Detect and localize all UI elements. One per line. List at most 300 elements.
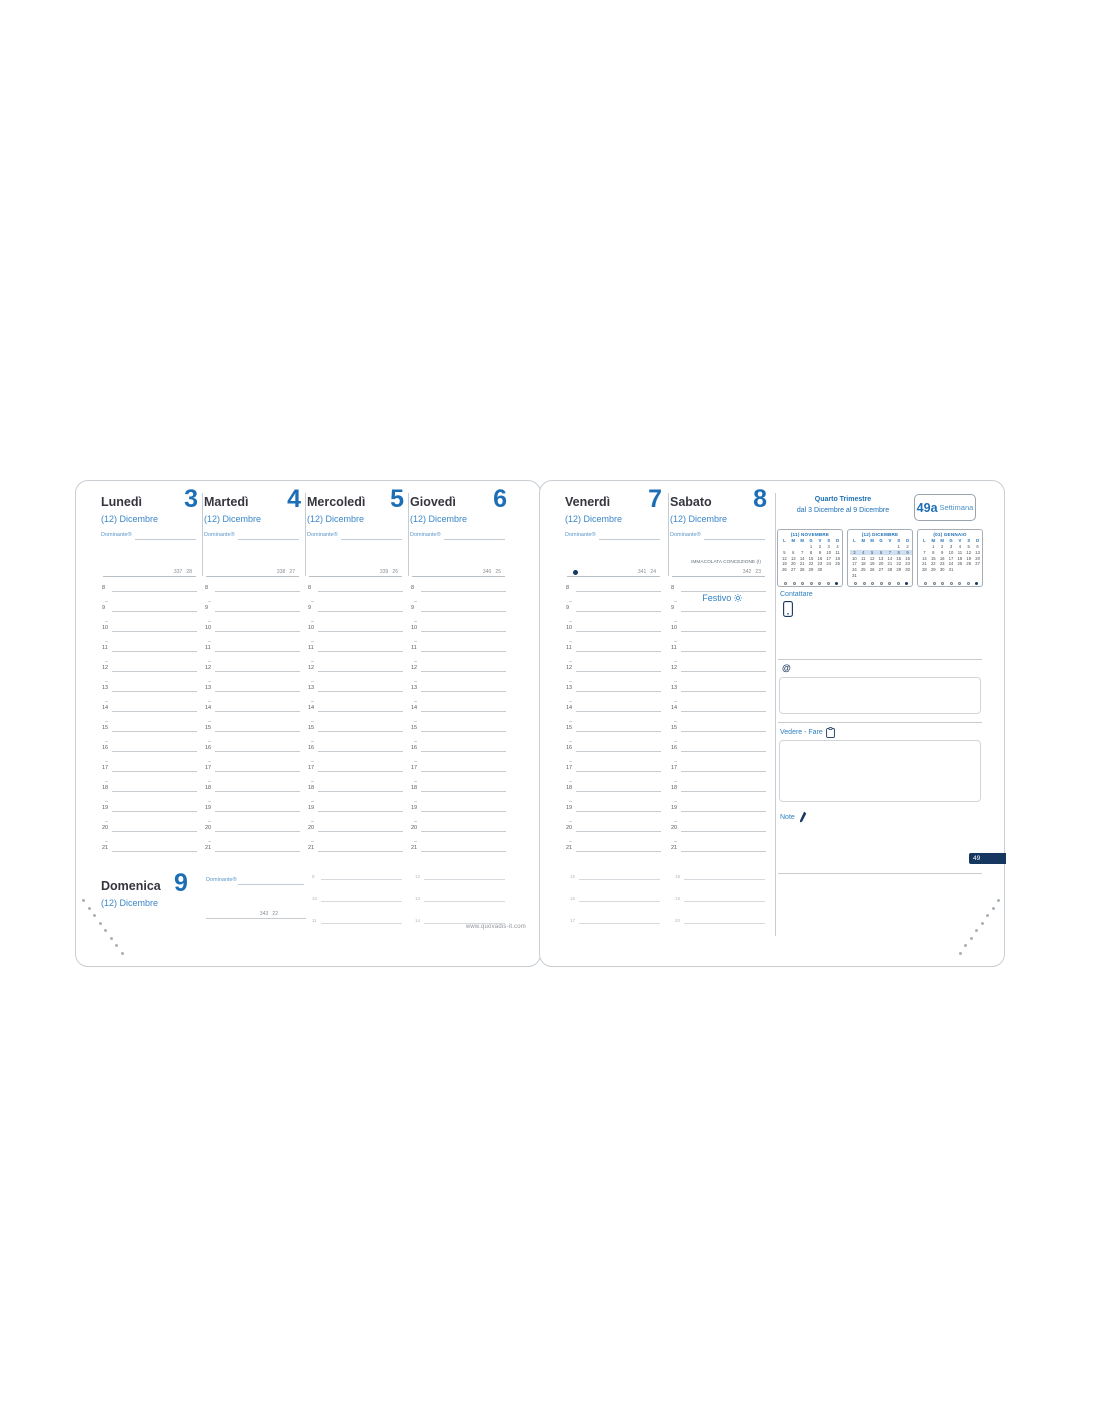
hour-label: 17 [102,765,109,771]
mini-calendar-day: 17 [826,555,832,561]
mini-calendar-day [833,567,842,573]
hour-line [215,691,300,692]
mini-calendar-day: 2 [906,544,909,549]
hour-line [112,691,197,692]
hour-line [215,771,300,772]
half-hour-tick [311,761,314,762]
mini-calendar-day: S [967,538,971,543]
hour-label: 19 [205,805,212,811]
hour-line [318,851,403,852]
mini-calendar-title: (11) NOVEMBRE [790,531,830,537]
mini-calendar-day [964,567,973,573]
sunday-month: (12) Dicembre [101,898,159,908]
hour-line [576,771,661,772]
mini-calendar-day: G [949,538,953,543]
sunday-overflow-hour: 11 [312,918,317,923]
half-hour-tick [311,781,314,782]
hour-label: 9 [308,605,312,611]
mini-calendar-day: 22 [896,561,902,567]
half-hour-tick [414,701,417,702]
half-hour-tick [105,781,108,782]
half-hour-tick [414,681,417,682]
mini-calendar-day: 30 [817,567,823,573]
day-name: Martedì [204,495,249,509]
mini-calendar-day: 23 [939,561,945,567]
mini-calendar-day: 25 [957,561,963,567]
mini-calendar-day: V [818,538,822,543]
sidebar-divider [778,659,982,660]
hour-label: 13 [671,685,678,691]
mini-calendar-day: 24 [852,567,857,573]
hour-line [421,691,506,692]
hour-line [215,751,300,752]
mini-calendar-day: 7 [888,549,892,555]
hour-line [318,731,403,732]
sunday-overflow-hour: 20 [675,918,681,923]
hour-label: 15 [566,725,573,731]
hour-line [576,791,661,792]
half-hour-tick [414,801,417,802]
mini-calendar-day: 28 [887,567,893,573]
hour-label: 8 [566,585,570,591]
hour-line [576,751,661,752]
moon-phase-dot [801,582,804,585]
perforation-dot [82,899,85,902]
mini-calendar-dow-row [780,538,842,544]
mini-calendar-day: 8 [809,549,813,555]
header-bottom-line [412,576,505,577]
half-hour-tick [105,681,108,682]
half-hour-tick [569,661,572,662]
half-hour-tick [569,801,572,802]
mini-calendar-day: 22 [930,561,936,567]
hour-line [681,831,766,832]
mini-calendar-day [859,573,868,579]
hour-label: 12 [205,665,212,671]
mini-calendar-day: 24 [948,561,954,567]
hour-label: 18 [566,785,573,791]
mini-calendar-day: 21 [922,561,927,567]
mini-calendar-day: 24 [826,561,832,567]
hour-label: 17 [671,765,678,771]
mini-calendar-day: 27 [975,561,980,567]
mini-calendar-week-row [920,561,982,567]
half-hour-tick [414,641,417,642]
mini-calendar-day [903,573,912,579]
dominante-label: Dominante® [307,532,338,538]
half-hour-tick [674,761,677,762]
sunday-overflow-line [321,923,402,924]
hour-label: 15 [205,725,212,731]
perforation-dot [964,944,967,947]
sunday-dominante-line [238,884,304,885]
half-hour-tick [569,641,572,642]
perforation-dot [99,922,102,925]
half-hour-tick [311,721,314,722]
mini-calendar-day: 22 [808,561,814,567]
sunday-overflow-hour: 9 [312,874,315,879]
hour-label: 21 [566,845,573,851]
hour-label: 17 [411,765,418,771]
mini-calendar-day: 1 [932,544,935,549]
mini-calendar [847,529,913,587]
hour-line [681,731,766,732]
dominante-line [135,539,196,540]
mini-calendar-day: 20 [790,561,796,567]
mini-calendar-day: 19 [869,561,875,567]
hour-label: 11 [671,645,677,651]
moon-phase-dot [941,582,944,585]
half-hour-tick [569,781,572,782]
hour-label: 12 [566,665,573,671]
hour-line [112,731,197,732]
half-hour-tick [105,721,108,722]
hour-line [112,651,197,652]
hour-label: 16 [411,745,418,751]
half-hour-tick [414,821,417,822]
hour-line [421,631,506,632]
hour-line [421,771,506,772]
day-name: Venerdì [565,495,611,509]
moon-phase-dot [967,582,970,585]
mini-calendar-day: 5 [783,549,786,555]
sunday-overflow-hour: 14 [415,918,421,923]
mini-calendar-week-row [780,567,842,573]
mini-calendar-day [859,544,868,550]
note-text: Note [780,813,795,821]
hour-line [681,651,766,652]
mini-calendar-day [894,573,903,579]
week-tab-number: 49 [973,855,981,862]
half-hour-tick [311,741,314,742]
perforation-dot [997,899,1000,902]
half-hour-tick [208,761,211,762]
hour-label: 19 [102,805,109,811]
hour-label: 21 [102,845,109,851]
perforation-dot [959,952,962,955]
sunday-overflow-hour: 12 [415,874,421,879]
hour-line [576,651,661,652]
mini-calendar-day: 12 [966,549,972,555]
perforation-dot [110,937,113,940]
half-hour-tick [208,601,211,602]
perforation-dot [975,929,978,932]
mini-calendar-day: L [853,538,856,543]
half-hour-tick [105,801,108,802]
hour-label: 21 [308,845,315,851]
mini-calendar-day: L [783,538,786,543]
perforation-dot [115,944,118,947]
mini-calendar-week-row [920,556,982,562]
sunday-overflow-line [424,879,505,880]
half-hour-tick [569,821,572,822]
half-hour-tick [674,601,677,602]
hour-label: 21 [411,845,418,851]
sidebar-divider [778,873,982,874]
hour-label: 21 [671,845,678,851]
hour-label: 12 [308,665,315,671]
hour-line [112,811,197,812]
half-hour-tick [208,621,211,622]
hour-line [576,591,661,592]
mini-calendar-day: S [897,538,901,543]
dominante-line [704,539,765,540]
moon-phase-dots [784,582,838,585]
mini-calendar-day: 31 [852,573,857,578]
moon-phase-dot [827,582,830,585]
hour-line [681,851,766,852]
mini-calendar-day: 2 [818,544,822,549]
hour-label: 20 [102,825,109,831]
vedere-fare-text: Vedere - Fare [780,729,823,736]
mini-calendar-day: 18 [835,555,840,561]
moon-phase-dot [863,582,866,585]
mini-calendar-day: 3 [853,549,856,555]
half-hour-tick [311,801,314,802]
half-hour-tick [105,841,108,842]
mini-calendar-week-row [920,544,982,550]
hour-line [681,611,766,612]
mini-calendar-day: 4 [958,544,962,549]
mini-calendar-day: 9 [906,549,909,555]
mini-calendar-day: M [861,538,866,543]
half-hour-tick [208,641,211,642]
sunday-overflow-line [579,879,660,880]
vedere-fare-box [779,740,981,802]
sunday-dominante-label: Dominante® [206,877,237,883]
sunday-overflow-line [424,901,505,902]
half-hour-tick [674,621,677,622]
hour-label: 10 [308,625,315,631]
mini-calendar-day: 15 [808,555,814,561]
week-date-range: dal 3 Dicembre al 9 Dicembre [796,507,890,514]
hour-line [215,671,300,672]
mini-calendar-day: 31 [948,567,954,573]
half-hour-tick [208,821,211,822]
sunday-rule-line [206,918,306,919]
half-hour-tick [208,801,211,802]
hour-label: 16 [308,745,315,751]
mini-calendar-day: 4 [836,544,839,549]
hour-line [421,611,506,612]
mini-calendar-day: 28 [799,567,805,573]
mini-calendar-day: 16 [817,555,823,561]
mini-calendar-day: 13 [878,555,884,561]
hour-line [681,631,766,632]
hour-label: 13 [566,685,573,691]
hour-label: 17 [566,765,573,771]
hour-label: 10 [102,625,109,631]
mini-calendar-day: 7 [923,549,926,555]
moon-phase-dot [933,582,936,585]
mini-calendar-day [780,544,789,550]
header-bottom-line [309,576,402,577]
hour-line [112,711,197,712]
quarter-title: Quarto Trimestre [814,496,872,503]
hour-line [215,711,300,712]
half-hour-tick [414,721,417,722]
hour-label: 9 [671,605,675,611]
moon-phase-dot [905,582,908,585]
hour-label: 20 [671,825,678,831]
half-hour-tick [105,701,108,702]
half-hour-tick [569,601,572,602]
mini-calendar-day: 6 [792,549,795,555]
moon-phase-dot [793,582,796,585]
moon-phase-dots [854,582,908,585]
pen-icon [799,811,807,823]
hour-label: 18 [102,785,109,791]
half-hour-tick [311,701,314,702]
mini-calendar-week-row [850,556,912,562]
hour-line [112,611,197,612]
hour-line [112,791,197,792]
mini-calendar-week-row [850,544,912,550]
hour-label: 8 [102,585,106,591]
dominante-label: Dominante® [565,532,596,538]
hour-line [318,771,403,772]
festivo-label: Festivo [686,593,758,603]
hour-label: 10 [411,625,418,631]
sunday-overflow-hour: 10 [312,896,318,901]
mini-calendar-day: V [958,538,962,543]
mini-calendar-day: M [931,538,936,543]
hour-line [215,851,300,852]
hour-label: 9 [205,605,209,611]
hour-line [681,671,766,672]
sunday-overflow-hour: 16 [570,896,576,901]
hour-line [215,631,300,632]
half-hour-tick [208,841,211,842]
mini-calendar-day: 16 [939,555,945,561]
mini-calendar-day [885,544,894,550]
half-hour-tick [674,641,677,642]
hour-label: 17 [205,765,212,771]
dominante-label: Dominante® [670,532,701,538]
hour-line [112,671,197,672]
hour-label: 13 [205,685,212,691]
hour-line [112,831,197,832]
hour-label: 19 [411,805,418,811]
half-hour-tick [569,761,572,762]
mini-calendar-day: 5 [870,549,874,555]
mini-calendar-day [955,567,964,573]
half-hour-tick [208,741,211,742]
day-big-number: 5 [390,485,404,513]
half-hour-tick [208,681,211,682]
hour-label: 8 [411,585,415,591]
mini-calendar-day [920,544,929,550]
hour-label: 20 [566,825,573,831]
hour-line [318,651,403,652]
hour-label: 10 [205,625,212,631]
mini-calendar-day: 1 [809,544,813,549]
hour-label: 10 [566,625,573,631]
dominante-label: Dominante® [410,532,441,538]
hour-line [576,811,661,812]
vedere-fare-label [780,727,835,738]
mini-calendar-day [868,573,877,579]
mini-calendar-day [798,544,807,550]
mini-calendar-day: 9 [818,549,822,555]
sunday-overflow-line [424,923,505,924]
hour-label: 14 [411,705,418,711]
hour-label: 17 [308,765,315,771]
half-hour-tick [674,821,677,822]
half-hour-tick [569,681,572,682]
moon-phase-dot [810,582,813,585]
hour-label: 9 [411,605,415,611]
hour-line [215,651,300,652]
moon-phase-dot [880,582,883,585]
half-hour-tick [311,821,314,822]
half-hour-tick [569,841,572,842]
hour-label: 14 [566,705,573,711]
sunday-overflow-hour: 18 [675,874,681,879]
sunday-overflow-line [684,923,765,924]
hour-line [215,731,300,732]
mini-calendar-day [885,573,894,579]
planner-spread [75,480,1007,967]
hour-label: 11 [308,645,314,651]
moon-phase-dot [924,582,927,585]
hour-label: 20 [205,825,212,831]
mini-calendar-week-row [850,567,912,573]
week-number: 49a [916,500,938,515]
mini-calendar-day: 20 [878,561,884,567]
hour-label: 18 [671,785,678,791]
mini-calendar-day [877,573,886,579]
hour-line [112,591,197,592]
sunday-overflow-line [321,879,402,880]
hour-line [681,691,766,692]
holiday-name: IMMACOLATA CONCEZIONE (I) [691,560,761,565]
day-big-number: 7 [648,485,662,513]
mini-calendar-day: 23 [905,561,910,567]
day-big-number: 3 [184,485,198,513]
email-box [779,677,981,714]
clipboard-icon [826,727,835,738]
week-number-box [914,494,976,521]
mini-calendar-day: 1 [897,544,900,549]
half-hour-tick [674,781,677,782]
hour-line [576,691,661,692]
mini-calendar-day: D [906,538,910,543]
hour-label: 18 [411,785,418,791]
dominante-line [238,539,299,540]
hour-label: 15 [671,725,678,731]
perforation-dot [121,952,124,955]
half-hour-tick [414,601,417,602]
hour-line [318,711,403,712]
mini-calendar-day: M [940,538,944,543]
hour-label: 12 [102,665,109,671]
hour-label: 18 [205,785,212,791]
mini-calendar-day: 28 [922,567,927,573]
mini-calendar-day: 27 [878,567,884,573]
mini-calendar-day: 13 [975,549,980,555]
half-hour-tick [311,621,314,622]
half-hour-tick [105,601,108,602]
half-hour-tick [105,661,108,662]
hour-line [112,631,197,632]
mini-calendar-day: G [809,538,813,543]
mini-calendar-day [789,544,798,550]
hour-line [421,791,506,792]
mini-calendar-day: S [827,538,831,543]
moon-phase-dot [784,582,787,585]
header-bottom-line [672,576,765,577]
